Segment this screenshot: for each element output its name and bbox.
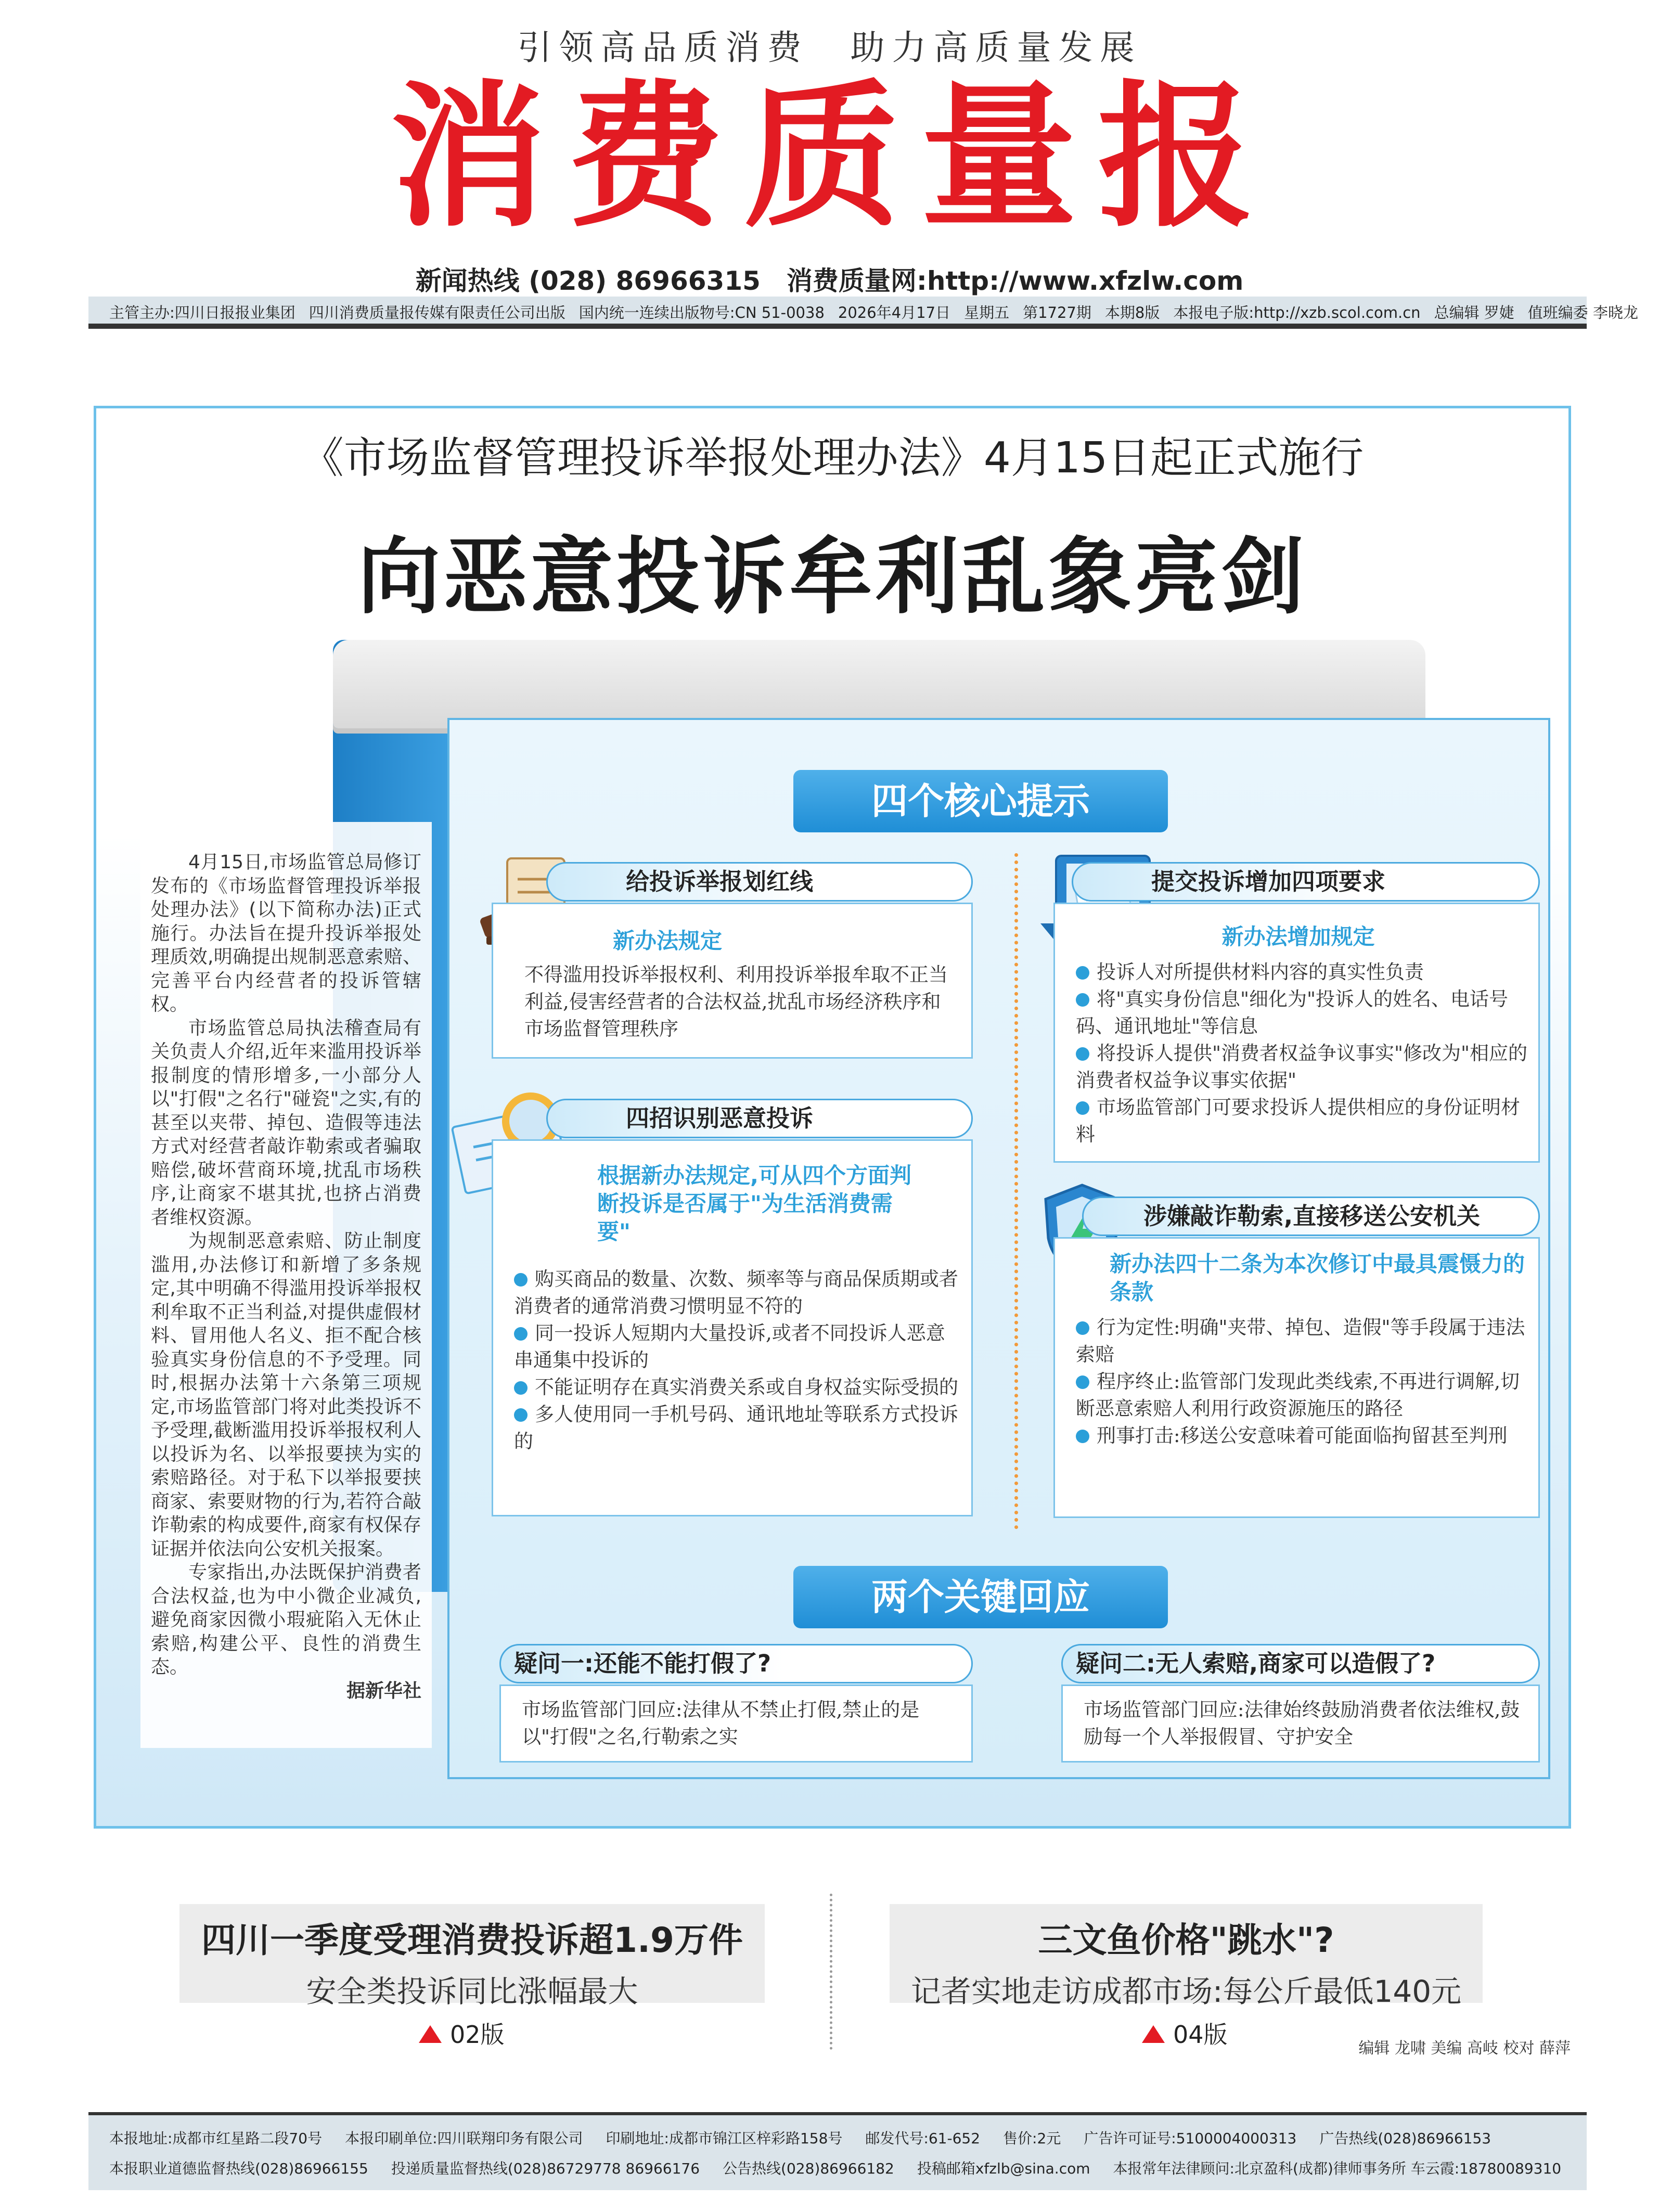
teaser-subtitle: 记者实地走访成都市场:每公斤最低140元 (910, 1974, 1462, 2009)
list-item: 不能证明存在真实消费关系或自身权益实际受损的 (514, 1374, 959, 1401)
section-identify-panel (492, 1139, 973, 1516)
teaser-page4[interactable] (890, 1904, 1483, 2009)
publication-info-bar (88, 297, 1638, 329)
question-one-answer: 市场监管部门回应:法律从不禁止打假,禁止的是以"打假"之名,行勒索之实 (522, 1699, 920, 1748)
feature-headline: 向恶意投诉牟利乱象亮剑 (357, 528, 1307, 625)
info-duty-editor: 值班编委 李晓龙 (1527, 304, 1638, 321)
core-tips-title: 四个核心提示 (793, 770, 1168, 832)
masthead-slogan: 引领高品质消费 助力高质量发展 (517, 28, 1142, 68)
info-sponsor: 主管主办:四川日报报业集团 (109, 304, 295, 321)
teaser-page2[interactable] (179, 1904, 765, 2009)
section-identify-title: 四招识别恶意投诉 (546, 1099, 973, 1138)
section-requirements-list (1076, 959, 1528, 1148)
section-police-title: 涉嫌敲诈勒索,直接移送公安机关 (1082, 1197, 1540, 1236)
info-epaper: 本报电子版:http://xzb.scol.com.cn (1173, 304, 1421, 321)
footer-address: 本报地址:成都市红星路二段70号 (109, 2130, 323, 2147)
footer-row (109, 2154, 1566, 2184)
list-item: 刑事打击:移送公安意味着可能面临拘留甚至判刑 (1076, 1422, 1528, 1449)
footer-delivery-hotline: 投递质量监督热线(028)86729778 86966176 (391, 2160, 700, 2177)
side-paragraph: 为规制恶意索赔、防止制度滥用,办法修订和新增了多条规定,其中明确不得滥用投诉举报权利牟取不正当利益,对提供虚假材料、冒用他人名义、拒不配合核验真实身份信息的不予受理。同时,根据办法第十六条第三项规定,市场监管部门将对此类投诉不予受理,截断滥用投诉举报权利人以投诉为名、以举报要挟为实的索赔路径。对于私下以举报要挟商家、索要财物的行为,若符合敲诈勒索的构成要件,商家有权保存证据并依法向公安机关报案。 (151, 1230, 421, 1560)
question-two-panel (1061, 1684, 1540, 1763)
list-item: 程序终止:监管部门发现此类线索,不再进行调解,切断恶意索赔人利用行政资源施压的路径 (1076, 1370, 1520, 1420)
list-item: 多人使用同一手机号码、通讯地址等联系方式投诉的 (514, 1403, 958, 1452)
news-hotline: 新闻热线 (028) 86966315 消费质量网:http://www.xfzlw.com (415, 266, 1244, 296)
teaser-divider (830, 1894, 832, 2050)
newspaper-name: 消费质量报 (390, 67, 1275, 248)
info-pages: 本期8版 (1104, 304, 1160, 321)
info-issue: 第1727期 (1023, 304, 1091, 321)
footer-row (109, 2124, 1566, 2154)
side-paragraph: 市场监管总局执法稽查局有关负责人介绍,近年来滥用投诉举报制度的情形增多,一小部分人以"打假"之名行"碰瓷"之实,有的甚至以夹带、掉包、造假等违法方式对经营者敲诈勒索或者骗取赔偿,破坏营商环境,扰乱市场秩序,让商家不堪其扰,也挤占消费者维权资源。 (151, 1017, 421, 1228)
section-requirements-title: 提交投诉增加四项要求 (1072, 862, 1540, 902)
footer-info (88, 2112, 1587, 2190)
info-issn: 国内统一连续出版物号:CN 51-0038 (578, 304, 825, 321)
section-redline-title: 给投诉举报划红线 (546, 862, 973, 902)
section-requirements-panel (1053, 903, 1540, 1163)
section-police-panel (1053, 1237, 1540, 1518)
key-responses-title: 两个关键回应 (793, 1566, 1168, 1628)
question-one-title: 疑问一:还能不能打假了? (499, 1644, 973, 1683)
section-redline-lead: 新办法规定 (613, 928, 723, 954)
feature-subtitle: 《市场监督管理投诉举报处理办法》4月15日起正式施行 (301, 433, 1364, 483)
footer-ethics-hotline: 本报职业道德监督热线(028)86966155 (109, 2160, 368, 2177)
question-two-title: 疑问二:无人索赔,商家可以造假了? (1061, 1644, 1540, 1683)
footer-price: 售价:2元 (1003, 2130, 1061, 2147)
footer-legal-counsel: 本报常年法律顾问:北京盈科(成都)律师事务所 车云霞:18780089310 (1113, 2160, 1562, 2177)
side-paragraph: 4月15日,市场监管总局修订发布的《市场监督管理投诉举报处理办法》(以下简称办法)正式施行。办法旨在提升投诉举报处理质效,明确提出规制恶意索赔、完善平台内经营者的投诉管辖权。 (151, 852, 421, 1015)
footer-ad-license: 广告许可证号:5100004000313 (1084, 2130, 1297, 2147)
teaser-title: 四川一季度受理消费投诉超1.9万件 (201, 1920, 743, 1960)
book-pages-graphic (333, 640, 1425, 728)
section-police-list (1076, 1314, 1528, 1449)
list-item: 购买商品的数量、次数、频率等与商品保质期或者消费者的通常消费习惯明显不符的 (514, 1268, 958, 1317)
footer-email: 投稿邮箱xfzlb@sina.com (917, 2160, 1090, 2177)
list-item: 将投诉人提供"消费者权益争议事实"修改为"相应的消费者权益争议事实依据" (1076, 1042, 1528, 1091)
footer-postal-code: 邮发代号:61-652 (865, 2130, 981, 2147)
triangle-up-icon (1142, 2025, 1165, 2043)
info-chief-editor: 总编辑 罗婕 (1434, 304, 1514, 321)
list-item: 行为定性:明确"夹带、掉包、造假"等手段属于违法索赔 (1076, 1316, 1525, 1366)
teaser-page2-link[interactable]: 02版 (419, 2016, 505, 2050)
section-identify-lead: 根据新办法规定,可从四个方面判断投诉是否属于"为生活消费需要" (597, 1163, 911, 1244)
list-item: 市场监管部门可要求投诉人提供相应的身份证明材料 (1076, 1096, 1520, 1146)
question-two-answer: 市场监管部门回应:法律始终鼓励消费者依法维权,鼓励每一个人举报假冒、守护安全 (1084, 1699, 1520, 1748)
info-date: 2026年4月17日 (838, 304, 951, 321)
teaser-subtitle: 安全类投诉同比涨幅最大 (306, 1974, 638, 2009)
column-divider (1014, 853, 1018, 1529)
editor-credits: 编辑 龙啸 美编 高岐 校对 薛萍 (1358, 2039, 1571, 2057)
footer-print-address: 印刷地址:成都市锦江区梓彩路158号 (606, 2130, 843, 2147)
info-weekday: 星期五 (964, 304, 1010, 321)
question-one-panel (499, 1684, 973, 1763)
footer-notice-hotline: 公告热线(028)86966182 (723, 2160, 894, 2177)
footer-printer: 本报印刷单位:四川联翔印务有限公司 (345, 2130, 583, 2147)
side-article (151, 851, 421, 1703)
footer-ad-hotline: 广告热线(028)86966153 (1319, 2130, 1491, 2147)
teaser-page4-link[interactable]: 04版 (1142, 2016, 1228, 2050)
section-requirements-lead: 新办法增加规定 (1221, 924, 1375, 949)
list-item: 将"真实身份信息"细化为"投诉人的姓名、电话号码、通讯地址"等信息 (1076, 988, 1509, 1037)
info-publisher: 四川消费质量报传媒有限责任公司出版 (308, 304, 565, 321)
side-article-source: 据新华社 (346, 1680, 421, 1702)
list-item: 投诉人对所提供材料内容的真实性负责 (1076, 959, 1528, 986)
section-redline-panel (492, 903, 973, 1059)
section-redline-text: 不得滥用投诉举报权利、利用投诉举报牟取不正当利益,侵害经营者的合法权益,扰乱市场经济秩序和市场监督管理秩序 (524, 963, 948, 1040)
side-paragraph: 专家指出,办法既保护消费者合法权益,也为中小微企业减负,避免商家因微小瑕疵陷入无休止索赔,构建公平、良性的消费生态。 (151, 1562, 421, 1678)
section-police-lead: 新办法四十二条为本次修订中最具震慑力的条款 (1110, 1251, 1525, 1305)
section-identify-list (514, 1266, 959, 1455)
teaser-title: 三文鱼价格"跳水"? (1038, 1920, 1334, 1960)
list-item: 同一投诉人短期内大量投诉,或者不同投诉人恶意串通集中投诉的 (514, 1322, 945, 1371)
triangle-up-icon (419, 2025, 442, 2043)
